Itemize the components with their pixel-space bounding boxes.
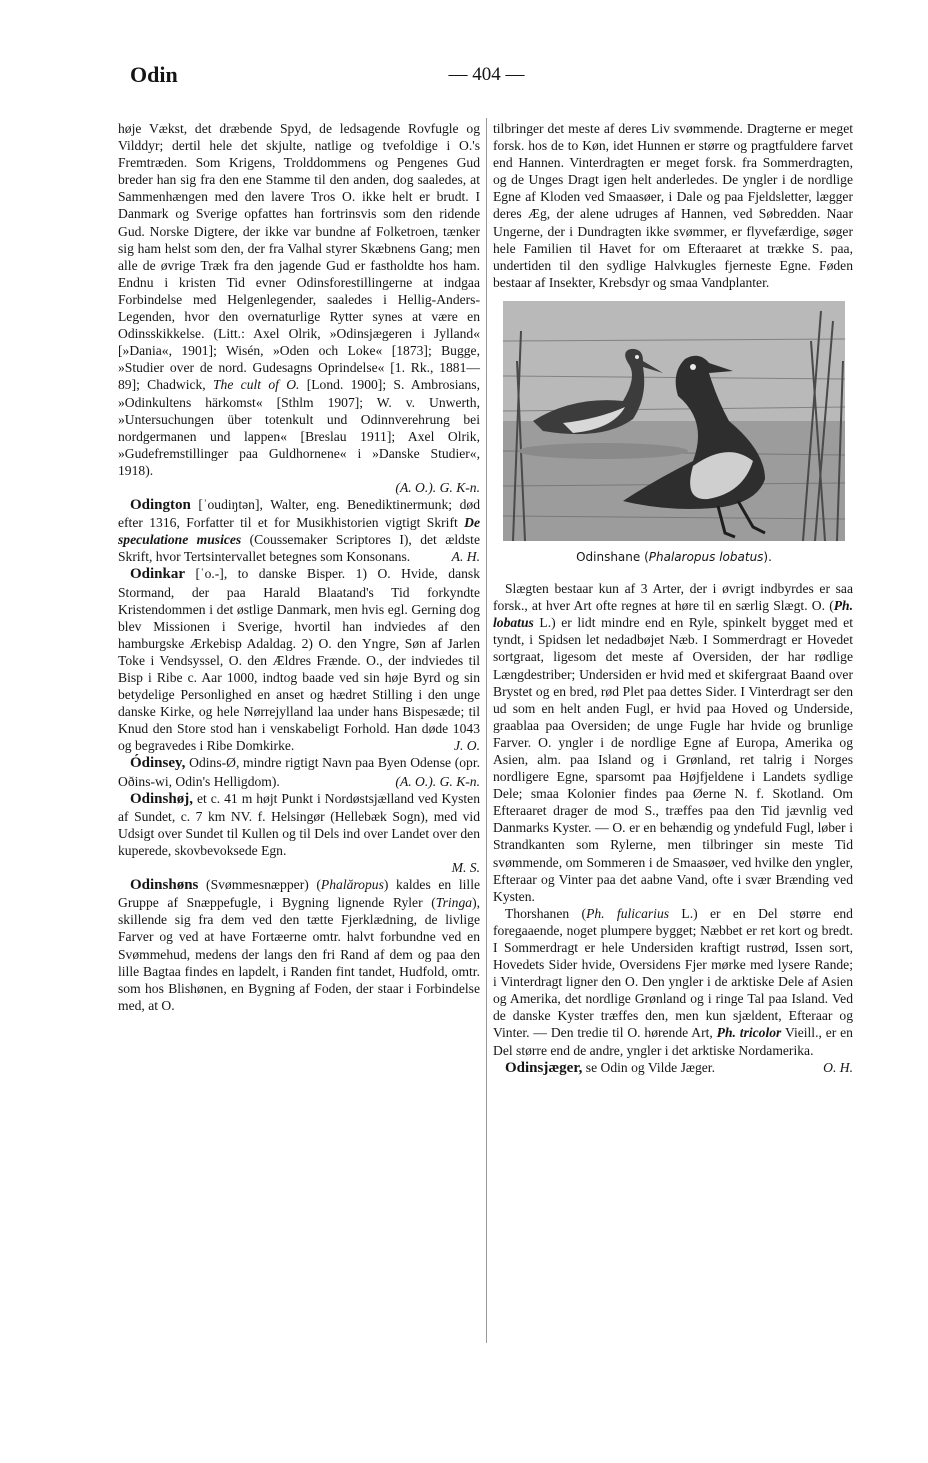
- signature: A. H.: [451, 549, 480, 565]
- lemma: Ódinsey,: [130, 755, 186, 772]
- paragraph-odinshons-cont: tilbringer det meste af deres Liv svømmende. Dragterne er meget forsk. hos de to Køn, idet Hunnen er større og pragtfuldere farvet end Hannen. Vinterdragten er meget forsk. fra Sommerdragten, og de Unges Dragt igen helt anderledes. De yngler i de nordlige Egne af Kloden ved Smaasøer, i Dale og paa Fjeldsletter, lægger deres Æg, der alene udruges af Hannen, ved Søbredden. Naar Ungerne, der i Dundragten ikke svømmer, er flyvefærdige, søger hele Familien til Havet for om Efteraaret at trække S. paa, undertiden til den sydlige Halvkugles fjerneste Egne. Føden bestaar af Insekter, Krebsdyr og smaa Vandplanter.: [493, 121, 853, 290]
- entry-odington: Odington [ˈoudiŋtən], Walter, eng. Benediktinermunk; død efter 1316, Forfatter til et for Musikhistorien vigtigt Skrift De speculatione musices (Coussemaker Scriptores I), det ældste Skrift, hvor Tertsintervallet betegnes som Konsonans. A. H.: [118, 497, 480, 565]
- lemma: Odinkar: [130, 566, 186, 583]
- column-divider: [486, 118, 487, 1343]
- entry-odinkar: Odinkar [ˈo.-], to danske Bisper. 1) O. Hvide, dansk Stormand, der paa Harald Blaatand's Tid forkyndte Kristendommen i det østlige Danmark, men hvis egl. Gerning dog blev Missionen i Sverige, hvortil han indviedes af den hamburgske Ærkebisp Adaldag. 2) O. den Yngre, Søn af Jarlen Toke i Vendsyssel, O. den Ældres Frænde. O., der indviedes til Bisp i Ribe c. Aar 1000, indtog baade ved sin høje Byrd og sin betydelige Personlighed en anset og hædret Stilling i den unge danske Kirke, og hele Nørrejylland laa under hans Bispesæde; til Knud den Store stod han i venskabeligt Forhold. Han døde 1043 og begravedes i Ribe Domkirke. J. O.: [118, 566, 480, 754]
- lemma: Odinsjæger,: [505, 1059, 583, 1076]
- paragraph-thorshanen: Thorshanen (Ph. fulicarius L.) er en Del større end foregaaende, noget plumpere bygget; Næbbet er ret kort og bredt. I Sommerdragt er hele Undersiden kraftigt rustrød, Issen sort, Hovedets Sider hvide, Oversidens Fjer mørke med lysere Rande; i Vinterdragt ligner den O. Den yngler i de arktiske Dele af Asien og Amerika, det nordlige Grønland og i ringe Tal paa Island. Ved de danske Kyster træffes den, men kun sjældent, Efteraar og Vinter. — Den tredie til O. hørende Art, Ph. tricolor Vieill., er en Del større end de andre, yngler i det arktiske Nordamerika. O. H.: [493, 905, 853, 1075]
- page-header: [124, 62, 849, 98]
- paragraph-odin-cont: høje Vækst, det dræbende Spyd, de ledsagende Rovfugle og Vilddyr; dertil hele det skjulte, natlige og tvefoldige i O.'s Fremtræden. Som Krigens, Trolddommens og Pengenes Gud breder han sig fra den ene Stamme til den anden, dog saaledes, at Sammenhængen med den lavere Tros O. ikke helt er brudt. I Danmark og Sverige opfattes han fortrinsvis som den ridende Gud. Norske Digtere, der ikke var bundne af Folketroen, tænker sig ham helst som den, der fra Valhal styrer Skæbnens Gang; men alle de øvrige Træk fra den jagende Gud er fastholdte hos ham. Endnu i kristen Tid evner Odinsforestillingerne at indgaa Forbindelse med Helgenlegender, saaledes i Hellig-Anders-Legenden, hvor den overnaturlige Rytter synes at være en Odinsskikkelse. (Litt.: Axel Olrik, »Odinsjægeren i Jylland« [»Dania«, 1901]; Wisén, »Oden och Loke« [1873]; Bugge, »Studier over de nord. Gudesagns Oprindelse« [1. Rk., 1881—89]; Chadwick, The cult of O. [Lond. 1900]; S. Ambrosians, »Odinkultens härkomst« [Sthlm 1907]; W. v. Unwerth, »Untersuchungen über totenkult und Odinnverehrung bei nordgermanen und lappen« [Breslau 1911]; Axel Olrik, »Gudefremstillinger paa Guldhornene« i »Danske Studier«, 1918).: [118, 121, 480, 478]
- figure-caption: Odinshane (Phalaropus lobatus).: [576, 549, 772, 564]
- signature: M. S.: [451, 860, 480, 876]
- page-number: — 404 —: [448, 64, 525, 85]
- entry-odinsey: Ódinsey, Odins-Ø, mindre rigtigt Navn paa Byen Odense (opr. Oðins-wi, Odin's Helligdom). (A. O.). G. K-n.: [118, 755, 480, 789]
- entry-odinsjaeger: Odinsjæger, se Odin og Vilde Jæger.: [505, 1059, 715, 1076]
- paragraph-genus: Slægten bestaar kun af 3 Arter, der i øvrigt indbyrdes er saa forsk., at hver Art ofte regnes at høre til en særlig Slægt. O. (Ph. lobatus L.) er lidt mindre end en Ryle, spinkelt bygget med et tyndt, i Spidsen let nedadbøjet Næb. I Sommerdragt er Hovedet sortgraat, ligesom det meste af Oversiden, der har rødlige Længdestriber; Undersiden er hvid med et skifergraat Baand over Brystet og en bred, rød Plet paa dettes Sider. I Vinterdragt ser den ud som en helt anden Fugl, er hvid paa Hoved og Underside, graablaa paa Oversiden; de unge Fugle har hvide og brunlige Farver. O. yngler i de nordlige Egne af Europa, Amerika og Asien, alm. paa Island og i Grønland, ret talrig i Norges nordligere Egne, sparsomt paa Højfjeldene i Landets sydlige Dele; smaa Kolonier findes paa Øerne N. f. Skotland. Om Efteraaret drager de mod S., træffes paa den Tid jævnlig ved Danmarks Kyster. — O. er en behændig og yndefuld Fugl, løber i Strandkanten som Rylerne, men tilbringer sin meste Tid svømmende, om Sommeren i de Smaasøer, ved hvilke den yngler, Efteraar og Vinter paa det aabne Vand, ofte i svær Brænding ved Kysten.: [493, 581, 853, 904]
- left-column: [118, 120, 480, 1014]
- right-column: [493, 120, 853, 1077]
- bird-figure: [503, 301, 845, 566]
- signature: (A. O.). G. K-n.: [395, 479, 480, 495]
- lemma: Odinshøns: [130, 877, 199, 894]
- signature: O. H.: [823, 1059, 853, 1075]
- signature: J. O.: [453, 738, 480, 754]
- phalarope-illustration: [503, 301, 845, 541]
- entry-odinshoj: Odinshøj, et c. 41 m højt Punkt i Nordøstsjælland ved Kysten af Sundet, c. 7 km NV. f. Helsingør (Hellebæk Sogn), med vid Udsigt over Sundet til Kullen og til Dels ind over Landet over den kuperede, skovbevoksede Egn.: [118, 790, 481, 858]
- lemma: Odinshøj,: [130, 790, 193, 807]
- signature: (A. O.). G. K-n.: [395, 773, 480, 789]
- lemma: Odington: [130, 497, 191, 514]
- entry-odinshons: Odinshøns (Svømmesnæpper) (Phalăropus) kaldes en lille Gruppe af Snæppefugle, i Bygning lignende Ryler (Tringa), skillende sig fra dem ved den tætte Fjerklædning, de livlige Farver og ved at have Fortæerne omtr. halvt forbundne ved en Svømmehud, medens der langs den fri Rand af dem og paa den lille Bagtaa findes en lapdelt, i Randen fint tandet, Hudfold, omtr. som hos Blishønen, en Bygning af Foden, der staar i Forbindelse med, at O.: [118, 877, 481, 1013]
- running-head: Odin: [130, 62, 178, 87]
